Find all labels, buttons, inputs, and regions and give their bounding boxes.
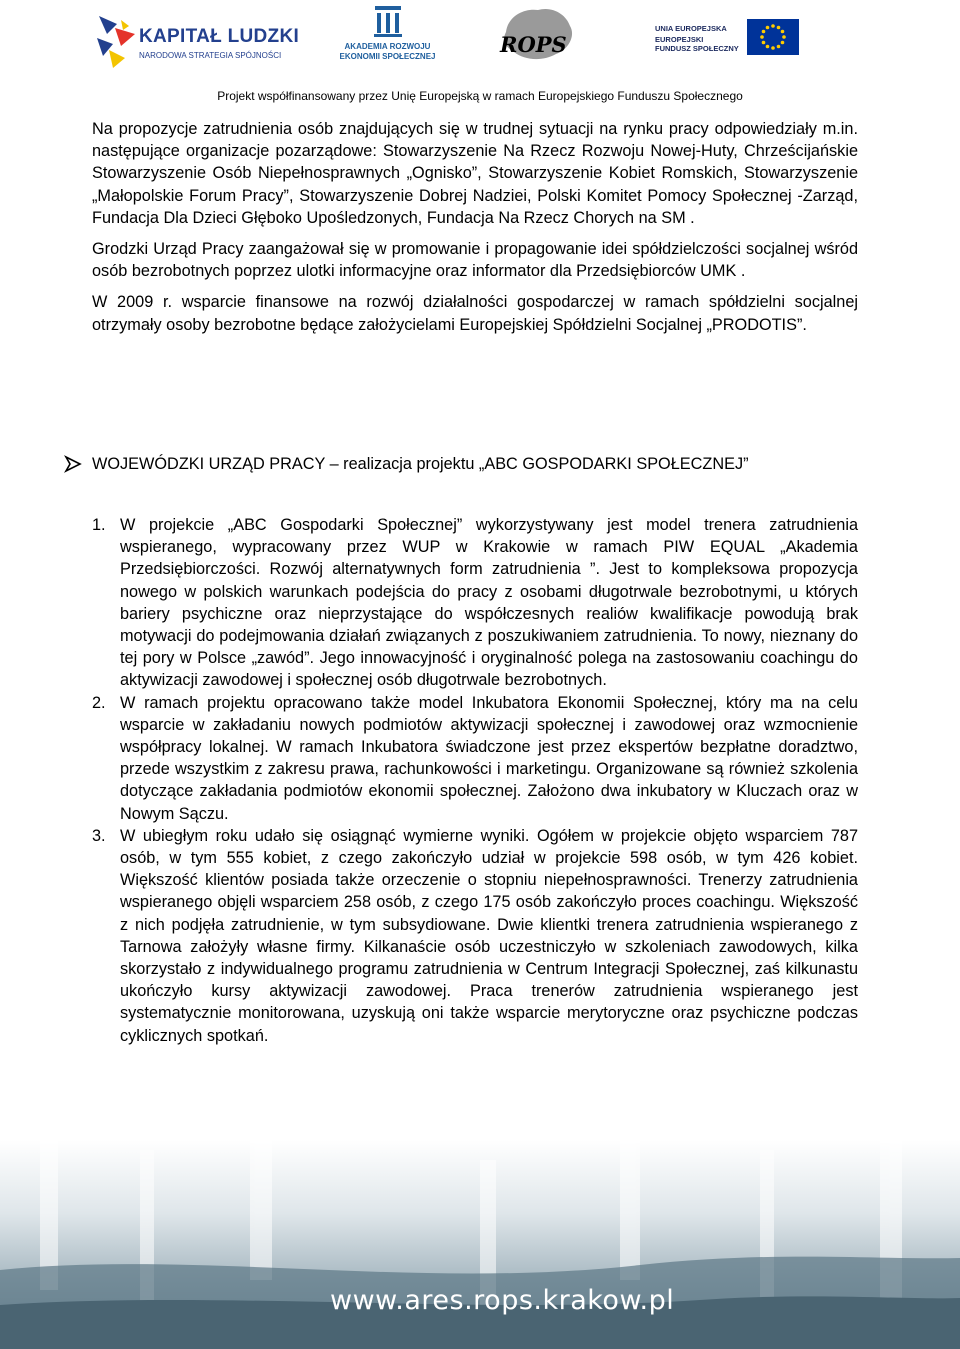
- section-heading-wup: WOJEWÓDZKI URZĄD PRACY – realizacja projektu „ABC GOSPODARKI SPOŁECZNEJ”: [92, 455, 749, 473]
- paragraph-grodzki-urzad: Grodzki Urząd Pracy zaangażował się w promowanie i propagowanie idei spółdzielczości socjalnej wśród osób bezrobotnych poprzez ulotki informacyjne oraz informator dla Przedsiębiorców UMK .: [92, 240, 858, 281]
- eu-logo: [655, 10, 800, 65]
- list-item-number: 2.: [92, 693, 106, 712]
- list-item-text: W projekcie „ABC Gospodarki Społecznej” wykorzystywany jest model trenera zatrudnienia wspieranego, wypracowany przez WUP w Krakowie w ramach PIW EQUAL „Akademia Przedsiębiorczości. Rozwój alternatywnych form zatrudnienia ”. Jest to kompleksowa propozycja nowego w polskich warunkach podejścia do pracy z osobami długotrwale bezrobotnymi, u których bariery psychiczne oraz nieprzystające do współczesnych realiów kwalifikacje powodują brak motywacji do podejmowania działań związanych z poszukiwaniem zatrudnienia. To nowy, nieznany do tej pory w Polsce „zawód”. Jego innowacyjność i oryginalność polega na zastosowaniu coachingu do aktywizacji zawodowej i społecznej osób długotrwale bezrobotnych.: [120, 516, 858, 690]
- eu-line3: FUNDUSZ SPOŁECZNY: [655, 44, 739, 53]
- list-item: [92, 825, 858, 1047]
- kapital-ludzki-subtitle: NARODOWA STRATEGIA SPÓJNOŚCI: [139, 51, 282, 60]
- rops-logo: [496, 2, 578, 68]
- footer-banner-graphic: [0, 1140, 960, 1349]
- list-item: [92, 692, 858, 825]
- akademia-rozwoju-logo: [335, 6, 440, 66]
- list-item-number: 3.: [92, 826, 106, 845]
- footer-website-url: www.ares.rops.krakow.pl: [330, 1285, 675, 1316]
- main-content: [92, 118, 858, 336]
- numbered-list: [92, 514, 858, 1047]
- page-header: [0, 0, 960, 110]
- list-item-text: W ramach projektu opracowano także model Inkubatora Ekonomii Społecznej, który ma na celu wsparcie w zakładaniu nowych podmiotów aktywizacji społecznej i zawodowej oraz wzmocnienie współpracy lokalnej. W ramach Inkubatora świadczone jest przez ekspertów bezpłatne doradztwo, przede wszystkim z zakresu prawa, rachunkowości i marketingu. Organizowane są również szkolenia dotyczące zakładania podmiotów ekonomii społecznej. Założono dwa inkubatory w Kluczach oraz w Nowym Sączu.: [120, 693, 858, 823]
- list-item-text: W ubiegłym roku udało się osiągnąć wymierne wyniki. Ogółem w projekcie objęto wsparciem 787 osób, w tym 555 kobiet, z czego zakończyło udział w projekcie 598 osób, w tym 426 kobiet. Większość klientów posiada także orzeczenie o stopniu niepełnosprawności. Trenerzy zatrudnienia wspieranego objęli wsparciem 258 osób, z czego 175 osób zakończyło proces coachingu. Większość z nich podjęła zatrudnienie, w tym subsydiowane. Dwie klientki trenera zatrudnienia wspieranego z Tarnowa założyły własne firmy. Kilkanaście osób uczestniczyło w szkoleniach zawodowych, kilka skorzystało z indywidualnego programu zatrudnienia w Centrum Integracji Społecznej, zaś kilkunastu ukończyło kursy aktywizacji zawodowej. Praca trenerów zatrudnienia wspieranego jest systematycznie monitorowana, uzyskują oni także wsparcie merytoryczne oraz psychiczne podczas cyklicznych spotkań.: [120, 826, 858, 1045]
- akademia-line1: AKADEMIA ROZWOJU: [344, 42, 431, 51]
- list-item: [92, 514, 858, 692]
- eu-line2: EUROPEJSKI: [655, 35, 704, 44]
- eu-line1: UNIA EUROPEJSKA: [655, 24, 727, 33]
- akademia-line2: EKONOMII SPOŁECZNEJ: [339, 52, 436, 61]
- project-cofinancing-line: Projekt współfinansowany przez Unię Europejską w ramach Europejskiego Funduszu Społecznego: [217, 89, 743, 103]
- section-bullet: [64, 453, 858, 475]
- list-item-number: 1.: [92, 516, 106, 534]
- rops-text: ROPS: [500, 32, 567, 57]
- kapital-ludzki-emblem: [95, 14, 137, 70]
- page-footer: [0, 1140, 960, 1349]
- kapital-ludzki-logo: [95, 14, 300, 70]
- eu-flag-icon: [747, 19, 799, 55]
- akademia-columns-icon: [373, 6, 403, 38]
- arrow-bullet-icon: [64, 455, 82, 473]
- kapital-ludzki-title: KAPITAŁ LUDZKI: [139, 26, 300, 47]
- paragraph-2009: W 2009 r. wsparcie finansowe na rozwój działalności gospodarczej w ramach spółdzielni socjalnej otrzymały osoby bezrobotne będące założycielami Europejskiej Spółdzielni Socjalnej „PRODOTIS”.: [92, 293, 858, 334]
- paragraph-organizations: Na propozycje zatrudnienia osób znajdujących się w trudnej sytuacji na rynku pracy odpowiedziały m.in. następujące organizacje pozarządowe: Stowarzyszenie Na Rzecz Rozwoju Nowej-Huty, Chrześcijańskie Stowarzyszenie Osób Niepełnosprawnych „Ognisko”, Stowarzyszenie Kobiet Romskich, Stowarzyszenie „Małopolskie Forum Pracy”, Stowarzyszenie Dobrej Nadziei, Polski Komitet Pomocy Społecznej -Zarząd, Fundacja Dla Dzieci Głęboko Upośledzonych, Fundacja Na Rzecz Chorych na SM .: [92, 120, 858, 227]
